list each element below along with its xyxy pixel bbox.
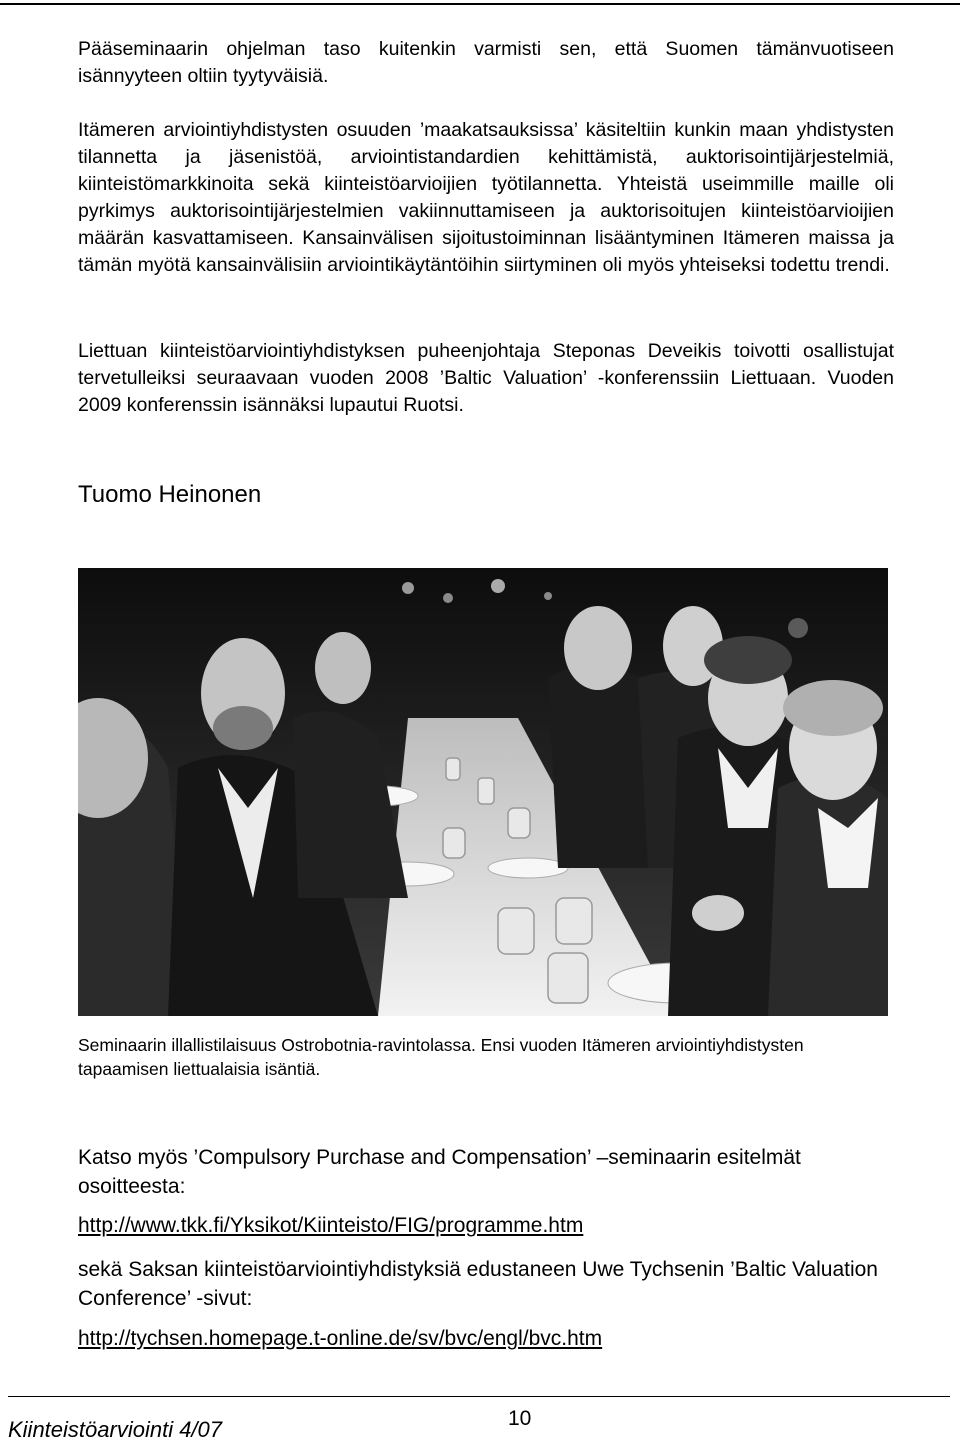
paragraph-3: Liettuan kiinteistöarviointiyhdistyksen puheenjohtaja Steponas Deveikis toivotti osallistujat tervetulleiksi seuraavaan vuoden 2008 ’Baltic Valuation’ -konferenssiin Liettuaan. Vuoden 2009 konferenssin isännäksi lupautui Ruotsi.	[78, 340, 894, 416]
dinner-photo	[78, 568, 888, 1016]
footer-rule	[8, 1396, 950, 1397]
top-rule	[0, 3, 960, 5]
photo-caption: Seminaarin illallistilaisuus Ostrobotnia-ravintolassa. Ensi vuoden Itämeren arviointiyhdistysten tapaamisen liettualaisia isäntiä.	[78, 1035, 804, 1079]
paragraph-2: Itämeren arviointiyhdistysten osuuden ’maakatsauksissa’ käsiteltiin kunkin maan yhdistysten tilannetta ja jäsenistöä, arviointistandardien kehittämistä, auktorisointijärjestelmiä, kiinteistömarkkinoita sekä kiinteistöarvioijien työtilannetta. Yhteistä useimmille maille oli pyrkimys auktorisointijärjestelmien vakiinnuttamiseen ja auktorisoitujen kiinteistöarvioijien määrän kasvattamiseen. Kansainvälisen sijoitustoiminnan lisääntyminen Itämeren maissa ja tämän myötä kansainvälisiin arviointikäytäntöihin siirtyminen oli myös yhteiseksi todettu trendi.	[78, 119, 894, 276]
see-also-text-2: sekä Saksan kiinteistöarviointiyhdistyksiä edustaneen Uwe Tychsenin ’Baltic Valuation Conference’ -sivut:	[78, 1258, 878, 1310]
page-number: 10	[508, 1407, 532, 1430]
publication-title: Kiinteistöarviointi 4/07	[8, 1417, 223, 1442]
dinner-photo-illustration	[78, 568, 888, 1016]
see-also-text-1: Katso myös ’Compulsory Purchase and Compensation’ –seminaarin esitelmät osoitteesta:	[78, 1146, 801, 1198]
programme-link[interactable]: http://www.tkk.fi/Yksikot/Kiinteisto/FIG/programme.htm	[78, 1214, 584, 1237]
bvc-link[interactable]: http://tychsen.homepage.t-online.de/sv/bvc/engl/bvc.htm	[78, 1327, 603, 1350]
author-name: Tuomo Heinonen	[78, 481, 262, 508]
paragraph-1: Pääseminaarin ohjelman taso kuitenkin varmisti sen, että Suomen tämänvuotiseen isännyyteen oltiin tyytyväisiä.	[78, 38, 894, 87]
